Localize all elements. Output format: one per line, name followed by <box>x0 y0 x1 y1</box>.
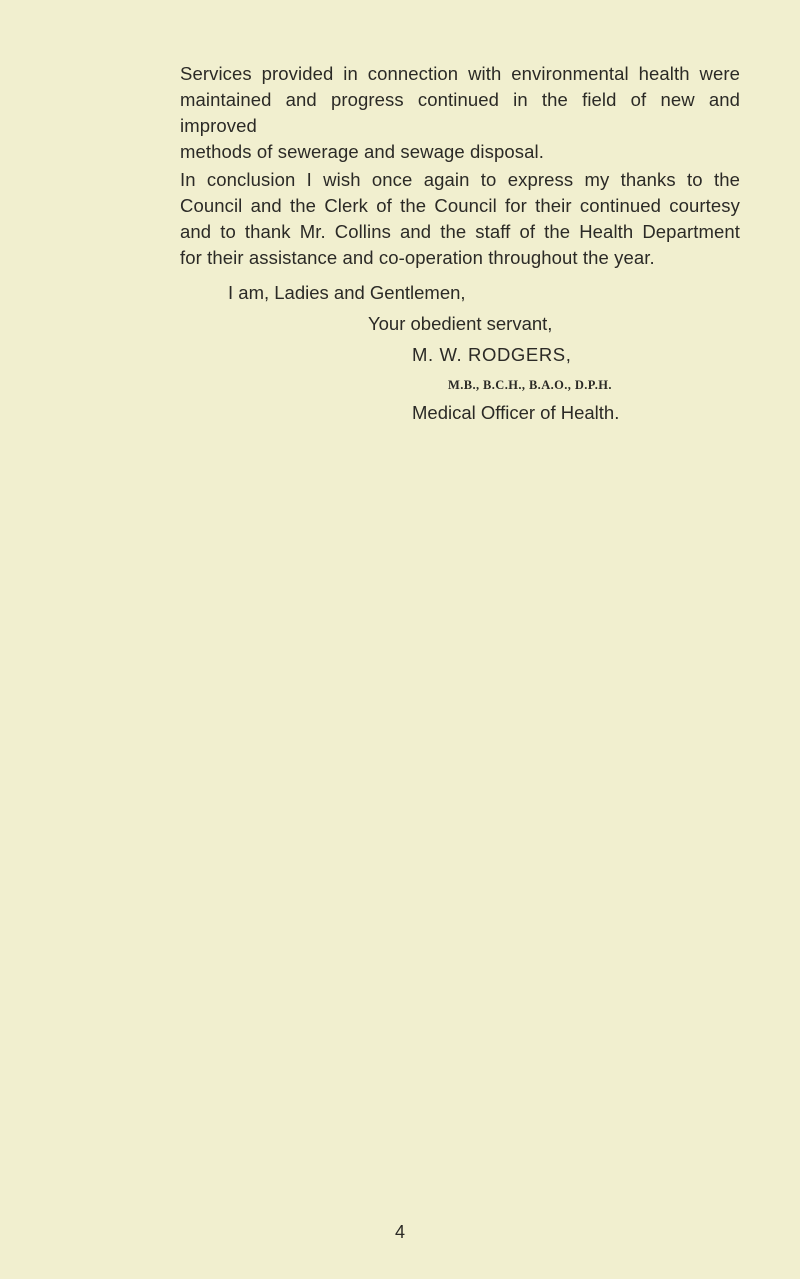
signatory-qualifications: M.B., B.C.H., B.A.O., D.P.H. <box>448 378 612 392</box>
text-line: maintained and progress continued in the field of new and improved <box>180 89 740 136</box>
signatory-name: M. W. RODGERS, <box>412 344 572 365</box>
text-line: and to thank Mr. Collins and the staff of the Health Department <box>180 221 740 242</box>
paragraph-conclusion <box>180 167 740 271</box>
page-number: 4 <box>394 1222 405 1242</box>
closing-line: Your obedient servant, <box>368 313 553 334</box>
text-line: methods of sewerage and sewage disposal. <box>180 141 544 162</box>
text-line: for their assistance and co-operation throughout the year. <box>180 247 655 268</box>
signatory-title: Medical Officer of Health. <box>412 402 620 423</box>
salutation: I am, Ladies and Gentlemen, <box>228 282 466 303</box>
text-line: In conclusion I wish once again to express my thanks to the <box>180 169 740 190</box>
text-line: Council and the Clerk of the Council for their continued courtesy <box>180 195 740 216</box>
paragraph-environmental-health <box>180 61 740 165</box>
text-line: Services provided in connection with environmental health were <box>180 63 740 84</box>
